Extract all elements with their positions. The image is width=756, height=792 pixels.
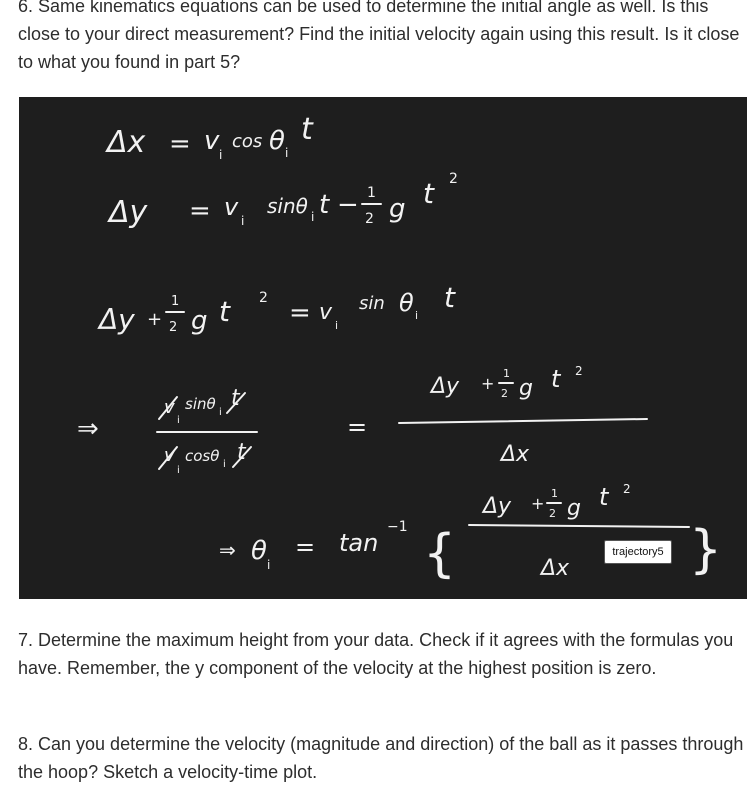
svg-text:⇒: ⇒ [77,414,99,444]
svg-text:cosθ: cosθ [185,447,220,465]
svg-text:=: = [189,196,211,226]
svg-text:sin: sin [359,293,385,314]
svg-text:Δy: Δy [483,494,512,519]
svg-text:1: 1 [171,294,180,309]
svg-text:θ: θ [251,536,267,566]
svg-text:v: v [319,300,333,325]
svg-text:−1: −1 [387,519,408,535]
svg-text:i: i [267,558,271,572]
equation-delta-x [105,112,314,162]
svg-text:i: i [223,459,226,470]
svg-text:sinθ: sinθ [267,194,308,218]
svg-text:θ: θ [399,289,414,317]
svg-text:t: t [599,483,609,511]
svg-text:=: = [289,298,311,328]
svg-text:v: v [204,126,220,156]
svg-text:2: 2 [501,387,508,400]
svg-text:=: = [295,533,316,561]
svg-text:1: 1 [551,487,558,500]
svg-text:2: 2 [575,364,583,378]
svg-text:i: i [177,415,180,426]
svg-text:v: v [164,445,175,466]
svg-text:{: { [423,524,457,584]
question-6: 6. Same kinematics equations can be used to determine the initial angle as well. Is this close to your direct measurement? Find the initial velocity again using this result. Is it close to what you found in part 5? [18,0,740,72]
svg-text:1: 1 [367,185,376,201]
svg-text:t: t [423,177,434,210]
svg-text:+: + [531,494,545,513]
svg-text:i: i [285,146,289,160]
svg-text:=: = [347,413,368,441]
equation-ratio [77,364,647,476]
svg-text:2: 2 [623,482,631,496]
svg-text:t: t [231,386,240,411]
svg-text:i: i [241,214,245,228]
question-7: 7. Determine the maximum height from your data. Check if it agrees with the formulas you have. Remember, the y component of the velocity at the highest position is zero. [18,630,734,678]
svg-text:+: + [481,374,495,393]
svg-text:Δy: Δy [431,374,460,399]
equation-delta-y [107,171,458,230]
svg-text:t: t [319,190,330,220]
svg-text:t: t [551,365,561,393]
svg-text:i: i [335,319,339,332]
svg-text:tan: tan [339,529,379,557]
svg-text:=: = [169,129,191,159]
svg-text:Δx: Δx [501,442,530,467]
svg-text:2: 2 [549,507,556,520]
svg-text:Δx: Δx [541,556,570,581]
handwritten-derivation-image [19,97,747,599]
svg-text:2: 2 [449,171,458,187]
svg-text:sinθ: sinθ [185,395,216,413]
svg-text:v: v [224,193,239,221]
svg-text:i: i [219,148,223,162]
svg-text:⇒: ⇒ [219,538,236,562]
svg-text:t: t [301,112,313,147]
svg-text:Δy: Δy [99,303,135,336]
svg-text:t: t [237,440,246,465]
svg-text:θ: θ [269,126,285,156]
svg-text:i: i [219,407,222,418]
svg-text:2: 2 [169,320,178,335]
svg-text:Δx: Δx [107,125,146,160]
trajectory-label: trajectory5 [604,540,672,564]
svg-text:2: 2 [259,290,268,306]
handwritten-equations [19,97,747,599]
svg-text:Δy: Δy [109,195,148,230]
svg-text:}: } [689,520,723,580]
svg-text:g: g [191,306,208,336]
svg-text:t: t [444,281,455,314]
svg-text:g: g [567,496,581,521]
svg-text:−: − [337,190,359,220]
equation-rearranged [97,281,456,336]
svg-text:+: + [147,309,163,330]
question-8: 8. Can you determine the velocity (magnitude and direction) of the ball as it passes through the hoop? Sketch a velocity-time plot. [18,734,744,782]
svg-text:1: 1 [503,367,510,380]
equation-theta [219,482,722,584]
svg-text:t: t [219,295,230,328]
svg-text:g: g [389,194,406,224]
svg-text:cos: cos [232,131,263,152]
svg-text:g: g [519,376,533,401]
svg-text:v: v [164,397,175,418]
svg-text:i: i [415,309,419,322]
svg-text:i: i [311,210,315,224]
svg-text:i: i [177,465,180,476]
svg-text:2: 2 [365,211,374,227]
